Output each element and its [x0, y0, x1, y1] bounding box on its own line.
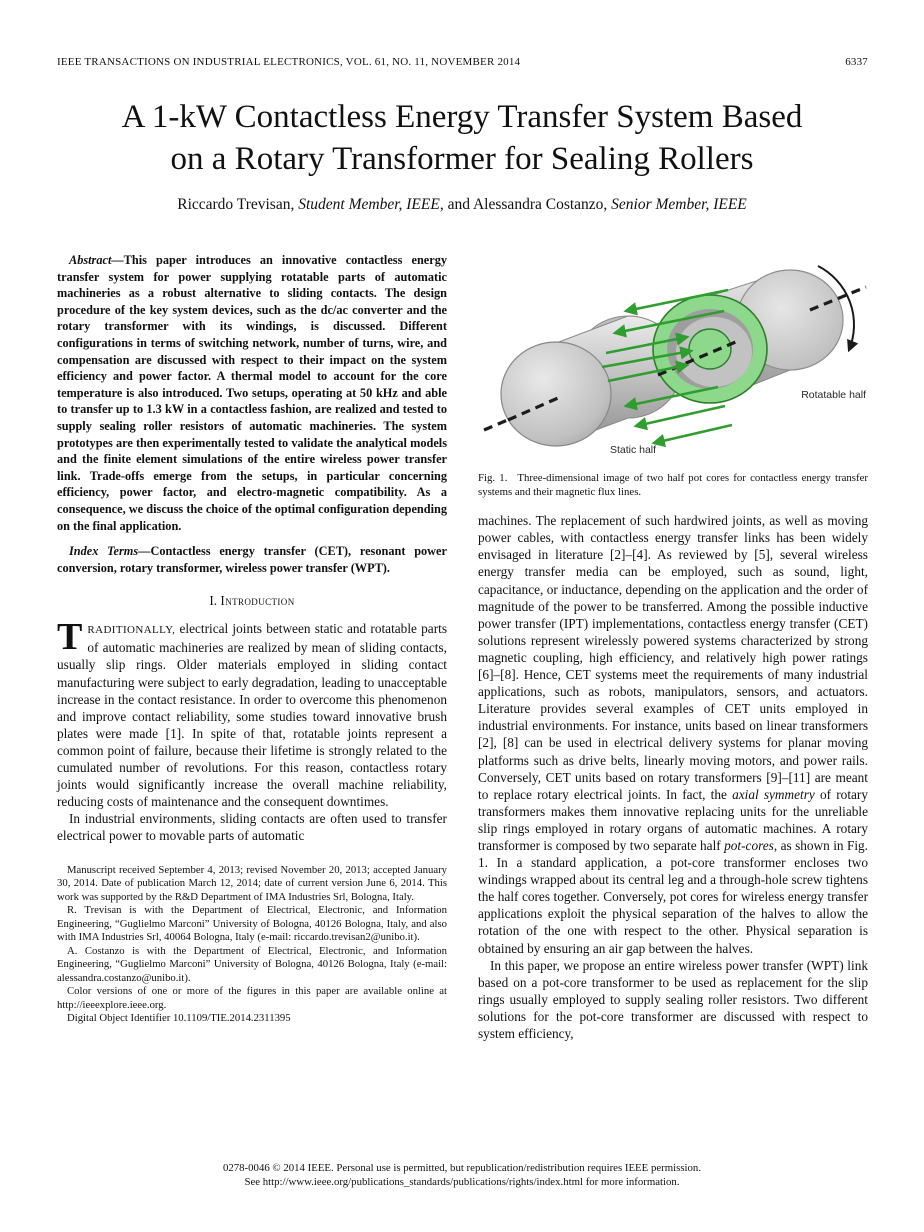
- title-block: [40, 96, 884, 214]
- footnote-color-versions: Color versions of one or more of the figures in this paper are available online at http://ieeexplore.ieee.org.: [57, 985, 447, 1011]
- first-page-footnotes: [57, 864, 447, 1026]
- page-number: 6337: [845, 56, 868, 68]
- body-paragraph-this-paper: In this paper, we propose an entire wireless power transfer (WPT) link based on a pot-core transformer to be used as replacement for the slip rings usually employed to supply sealing roller resistors. Two different solutions for the pot-core transformer are discussed with respect to system efficiency,: [478, 957, 868, 1041]
- running-header: [57, 56, 868, 68]
- figure-1-image: [478, 254, 868, 462]
- paper-title: [40, 96, 884, 180]
- section-number: I.: [209, 593, 218, 609]
- section-heading-introduction: [57, 593, 447, 609]
- left-column: [57, 252, 447, 1042]
- footnote-author-1-affiliation: R. Trevisan is with the Department of Electrical, Electronic, and Information Engineering, “Guglielmo Marconi” University of Bologna, 40126 Bologna, Italy, and also with IMA Industries Srl, 40064 Bologna, Italy (e-mail: riccardo.trevisan2@unibo.it).: [57, 904, 447, 943]
- drop-cap: T: [57, 616, 83, 659]
- intro-paragraph-1: [57, 616, 447, 810]
- paper-title-line2: on a Rotary Transformer for Sealing Rollers: [170, 141, 754, 177]
- paper-title-line1: A 1-kW Contactless Energy Transfer System Based: [121, 99, 803, 135]
- intro-paragraph-2: In industrial environments, sliding contacts are often used to transfer electrical power to movable parts of automatic: [57, 811, 447, 844]
- lead-word: RADITIONALLY,: [87, 624, 176, 637]
- figure-1-caption-tag: Fig. 1.: [478, 472, 508, 484]
- copyright-line: 0278-0046 © 2014 IEEE. Personal use is permitted, but republication/redistribution requires IEEE permission.: [222, 1162, 702, 1175]
- figure-1: [478, 254, 868, 499]
- authors-byline: Riccardo Trevisan, Student Member, IEEE, and Alessandra Costanzo, Senior Member, IEEE: [177, 196, 747, 213]
- right-column: [478, 252, 868, 1042]
- intro-paragraph-1-text: electrical joints between static and rotatable parts of automatic machineries are realized by mean of sliding contacts, usually slip rings. Older materials employed in sliding contact manufacturing were subject to early degradation, leading to unacceptable increase in the contact resistance. In order to overcome this phenomenon and improve contact reliability, some studies toward innovative brush plates were made [1]. In spite of that, rotatable joints represent a common point of failure, because their lifetime is strongly related to the cumulated number of revolutions. For this reason, contactless rotary joints would significantly increase the overall machine reliability, reducing costs of maintenance and the consequent downtimes.: [57, 621, 447, 810]
- permissions-line: See http://www.ieee.org/publications_standards/publications/rights/index.html for more information.: [244, 1176, 680, 1189]
- body-paragraph-continuation: machines. The replacement of such hardwired joints, as well as moving power cables, with contactless energy transfer links has been widely envisaged in literature [2]–[4]. As reviewed by [5], several wireless energy transfer media can be employed, such as sound, light, capacitance, or inductance, depending on the application and the order of magnitude of the power to be transferred. Among the possible inductive power transfer (IPT) implementations, contactless energy transfer (CET) solutions represent wirelessly powered systems characterized by strong magnetic coupling, high efficiency, and relatively high power ratings [6]–[8]. Hence, CET systems meet the requirements of many industrial applications, such as robots, manipulators, sensors, and actuators. Literature provides several examples of CET units employed in industrial environments. For instance, units based on linear transformers [2], [8] can be used in electrical delivery systems for planar moving platforms such as drive belts, linearly moving motors, and power rails. Conversely, CET units based on rotary transformers [9]–[11] are meant to replace rotary electrical joints. In fact, the axial symmetry of rotary transformers makes them innovative replacing units for the unreliable slip rings employed in rotary organs of automatic machines. A rotary transformer is composed by two separate half pot-cores, as shown in Fig. 1. In a standard application, a pot-core transformer encloses two windings wrapped about its central leg and a through-hole screw tightens the half cores together. Conversely, pot cores for wireless energy transfer applications exploit the physical separation of the halves to allow the rotation of the one with respect to the other. Physical separation is obtained by ensuring an air gap between the halves.: [478, 513, 869, 956]
- copyright-footer: [0, 1162, 924, 1190]
- section-title: Introduction: [220, 593, 295, 609]
- footnote-author-2-affiliation: A. Costanzo is with the Department of Electrical, Electronic, and Information Engineering, “Guglielmo Marconi” University of Bologna, 40126 Bologna, Italy (e-mail: alessandra.costanzo@unibo.it).: [57, 944, 447, 984]
- abstract-paragraph: Abstract—This paper introduces an innovative contactless energy transfer system for power supplying rotatable parts of automatic machineries as a robust alternative to sliding contacts. The design procedure of the key system devices, such as the dc/ac converter and the rotary transformer with its windings, is discussed. Different configurations in terms of switching network, number of turns, wire, and compensation are discussed with respect to their impact on the system efficiency and power factor. A thermal model to account for the core temperature is also introduced. Two setups, operating at 50 kHz and able to transfer up to 1.3 kW in a contactless fashion, are realized and tested to supply sealing roller resistors of automatic machineries. The system prototypes are then experimentally tested to validate the analytical models and the finite element simulations of the entire wireless power transfer link. Trade-offs emerge from the setups, in particular concerning efficiency, power factor, and electro-magnetic compatibility. As a consequence, we discuss the choice of the optimal configuration depending on the final application.: [57, 253, 447, 533]
- rotatable-half-core: [653, 270, 843, 403]
- static-half-label: Static half: [609, 444, 657, 456]
- index-terms-paragraph: Index Terms—Contactless energy transfer (CET), resonant power conversion, rotary transformer, wireless power transfer (WPT).: [57, 544, 447, 575]
- introduction-text: [57, 616, 447, 844]
- rotatable-half-label: Rotatable half: [801, 389, 866, 401]
- journal-header: IEEE TRANSACTIONS ON INDUSTRIAL ELECTRONICS, VOL. 61, NO. 11, NOVEMBER 2014: [57, 56, 521, 68]
- figure-1-caption: [478, 472, 868, 499]
- center-leg-green: [689, 329, 731, 369]
- right-column-text: [478, 512, 868, 1042]
- footnote-doi: Digital Object Identifier 10.1109/TIE.2014.2311395: [67, 1012, 291, 1024]
- figure-1-caption-text: Three-dimensional image of two half pot cores for contactless energy transfer systems and their magnetic flux lines.: [478, 472, 868, 498]
- two-column-body: [57, 252, 868, 1042]
- footnote-manuscript-history: Manuscript received September 4, 2013; revised November 20, 2013; accepted January 30, 2014. Date of publication March 12, 2014; date of current version June 6, 2014. This work was supported by the R&D Department of IMA Industries Srl, Bologna, Italy.: [57, 863, 447, 903]
